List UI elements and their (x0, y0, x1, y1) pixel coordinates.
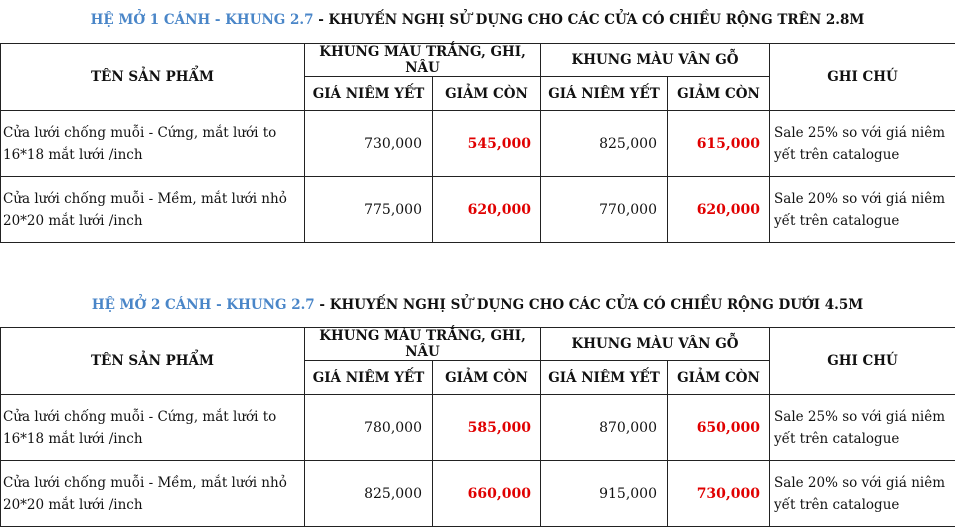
header-product-name: TÊN SẢN PHẨM (1, 44, 305, 111)
header-group-white-grey-brown: KHUNG MÀU TRẮNG, GHI, NÂU (305, 44, 541, 77)
header-discount: GIẢM CÒN (668, 361, 770, 395)
note-cell (770, 395, 955, 461)
product-name-cell (1, 177, 305, 243)
header-group-white-grey-brown: KHUNG MÀU TRẮNG, GHI, NÂU (305, 328, 541, 361)
product-name-line: Cửa lưới chống muỗi - Mềm, mắt lưới nhỏ (3, 472, 302, 494)
table-row (1, 461, 955, 527)
section-2-title-blue: HỆ MỞ 2 CÁNH - KHUNG 2.7 (92, 297, 315, 313)
note-line: yết trên catalogue (774, 210, 955, 232)
discount-price-cell: 585,000 (433, 395, 541, 461)
note-cell (770, 177, 955, 243)
list-price-cell: 770,000 (541, 177, 668, 243)
discount-price-cell: 615,000 (668, 111, 770, 177)
list-price-cell: 915,000 (541, 461, 668, 527)
note-line: Sale 25% so với giá niêm (774, 406, 955, 428)
note-line: Sale 20% so với giá niêm (774, 188, 955, 210)
discount-price-cell: 620,000 (433, 177, 541, 243)
list-price-cell: 825,000 (305, 461, 433, 527)
section-1-title-rest: - KHUYẾN NGHỊ SỬ DỤNG CHO CÁC CỬA CÓ CHIỀU RỘNG TRÊN 2.8M (314, 12, 865, 28)
product-name-line: Cửa lưới chống muỗi - Cứng, mắt lưới to (3, 122, 302, 144)
header-note: GHI CHÚ (770, 328, 955, 395)
header-list-price: GIÁ NIÊM YẾT (541, 361, 668, 395)
discount-price-cell: 730,000 (668, 461, 770, 527)
product-name-cell (1, 395, 305, 461)
price-table-1 (0, 43, 955, 243)
discount-price-cell: 545,000 (433, 111, 541, 177)
product-name-line: 16*18 mắt lưới /inch (3, 144, 302, 166)
discount-price-cell: 620,000 (668, 177, 770, 243)
section-1-heading (0, 12, 955, 28)
header-note: GHI CHÚ (770, 44, 955, 111)
list-price-cell: 870,000 (541, 395, 668, 461)
section-1-title-blue: HỆ MỞ 1 CÁNH - KHUNG 2.7 (91, 12, 314, 28)
product-name-line: 16*18 mắt lưới /inch (3, 428, 302, 450)
header-product-name: TÊN SẢN PHẨM (1, 328, 305, 395)
note-line: yết trên catalogue (774, 494, 955, 516)
note-cell (770, 461, 955, 527)
header-list-price: GIÁ NIÊM YẾT (541, 77, 668, 111)
product-name-line: Cửa lưới chống muỗi - Cứng, mắt lưới to (3, 406, 302, 428)
product-name-line: Cửa lưới chống muỗi - Mềm, mắt lưới nhỏ (3, 188, 302, 210)
product-name-line: 20*20 mắt lưới /inch (3, 494, 302, 516)
note-line: Sale 25% so với giá niêm (774, 122, 955, 144)
header-group-wood-grain: KHUNG MÀU VÂN GỖ (541, 44, 770, 77)
list-price-cell: 780,000 (305, 395, 433, 461)
note-line: Sale 20% so với giá niêm (774, 472, 955, 494)
list-price-cell: 730,000 (305, 111, 433, 177)
price-table-2 (0, 327, 955, 527)
header-discount: GIẢM CÒN (668, 77, 770, 111)
header-list-price: GIÁ NIÊM YẾT (305, 361, 433, 395)
header-list-price: GIÁ NIÊM YẾT (305, 77, 433, 111)
product-name-cell (1, 111, 305, 177)
product-name-line: 20*20 mắt lưới /inch (3, 210, 302, 232)
note-line: yết trên catalogue (774, 428, 955, 450)
list-price-cell: 825,000 (541, 111, 668, 177)
note-line: yết trên catalogue (774, 144, 955, 166)
table-row (1, 111, 955, 177)
list-price-cell: 775,000 (305, 177, 433, 243)
table-row (1, 177, 955, 243)
header-discount: GIẢM CÒN (433, 361, 541, 395)
section-2-title-rest: - KHUYẾN NGHỊ SỬ DỤNG CHO CÁC CỬA CÓ CHIỀU RỘNG DƯỚI 4.5M (315, 297, 863, 313)
section-2-heading (0, 297, 955, 313)
header-discount: GIẢM CÒN (433, 77, 541, 111)
product-name-cell (1, 461, 305, 527)
discount-price-cell: 650,000 (668, 395, 770, 461)
discount-price-cell: 660,000 (433, 461, 541, 527)
header-group-wood-grain: KHUNG MÀU VÂN GỖ (541, 328, 770, 361)
table-row (1, 395, 955, 461)
note-cell (770, 111, 955, 177)
